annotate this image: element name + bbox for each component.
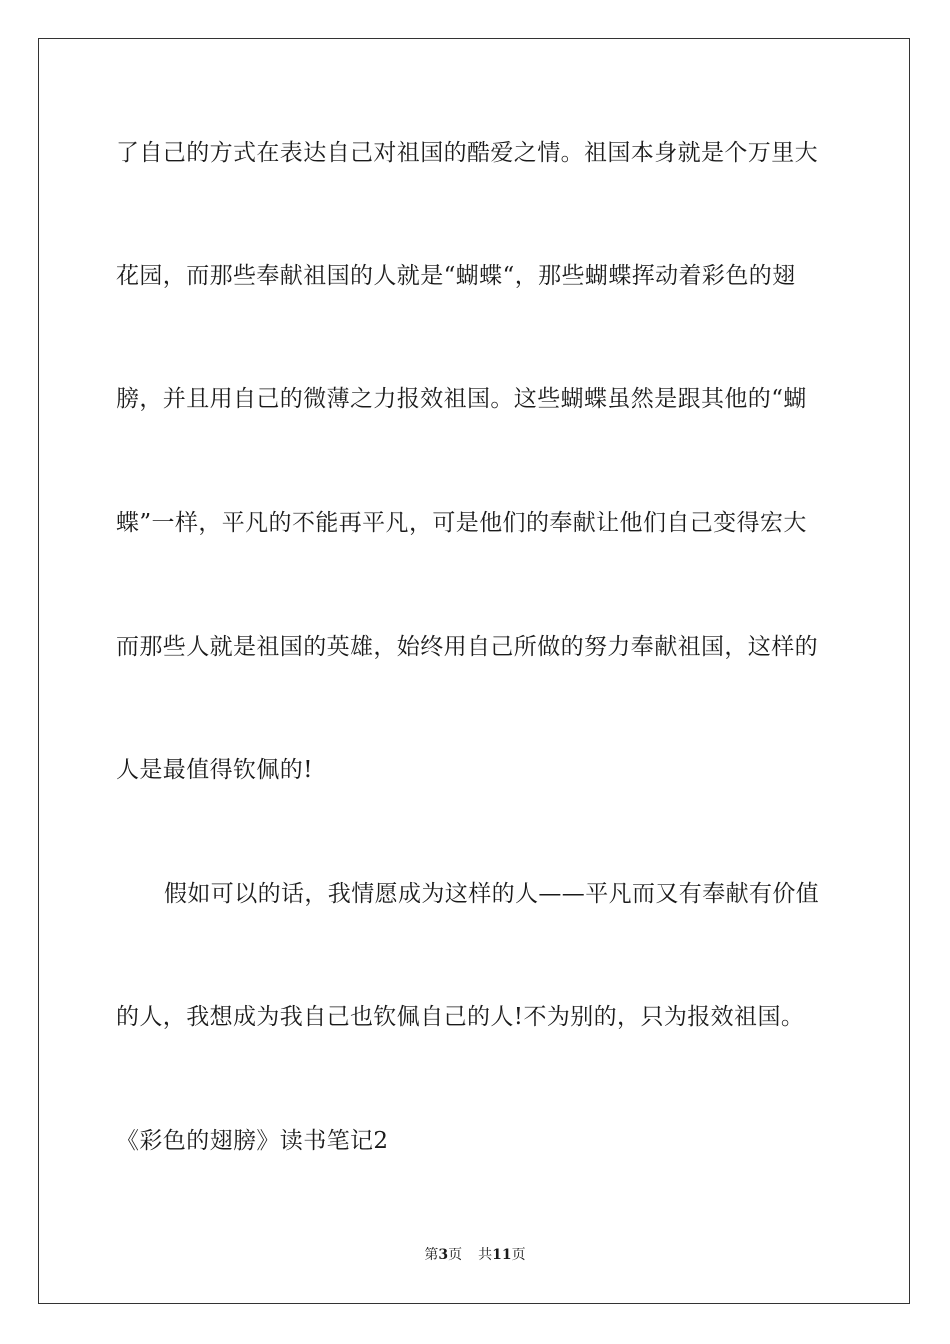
page-prefix: 第 xyxy=(424,1247,439,1263)
body-text-line: 膀，并且用自己的微薄之力报效祖国。这些蝴蝶虽然是跟其他的“蝴 xyxy=(116,386,807,412)
body-text-line: 了自己的方式在表达自己对祖国的酷爱之情。祖国本身就是个万里大 xyxy=(116,140,818,166)
page-border xyxy=(38,38,910,1304)
total-prefix: 共 xyxy=(478,1247,493,1263)
paragraph-first-line: 假如可以的话，我情愿成为这样的人——平凡而又有奉献有价值 xyxy=(164,881,820,907)
page-suffix: 页 xyxy=(448,1247,463,1263)
total-suffix: 页 xyxy=(511,1247,526,1263)
total-pages: 11 xyxy=(492,1247,512,1263)
page-footer xyxy=(0,1245,950,1265)
body-text-line: 的人，我想成为我自己也钦佩自己的人!不为别的，只为报效祖国。 xyxy=(116,1004,805,1030)
body-text-line: 花园，而那些奉献祖国的人就是“蝴蝶“，那些蝴蝶挥动着彩色的翅 xyxy=(116,263,796,289)
body-text-line: 蝶”一样，平凡的不能再平凡，可是他们的奉献让他们自己变得宏大 xyxy=(116,510,807,536)
page-number: 3 xyxy=(438,1247,449,1263)
body-text-line: 而那些人就是祖国的英雄，始终用自己所做的努力奉献祖国，这样的 xyxy=(116,634,818,660)
body-text-line: 人是最值得钦佩的! xyxy=(116,757,313,783)
section-heading: 《彩色的翅膀》读书笔记2 xyxy=(116,1128,389,1154)
